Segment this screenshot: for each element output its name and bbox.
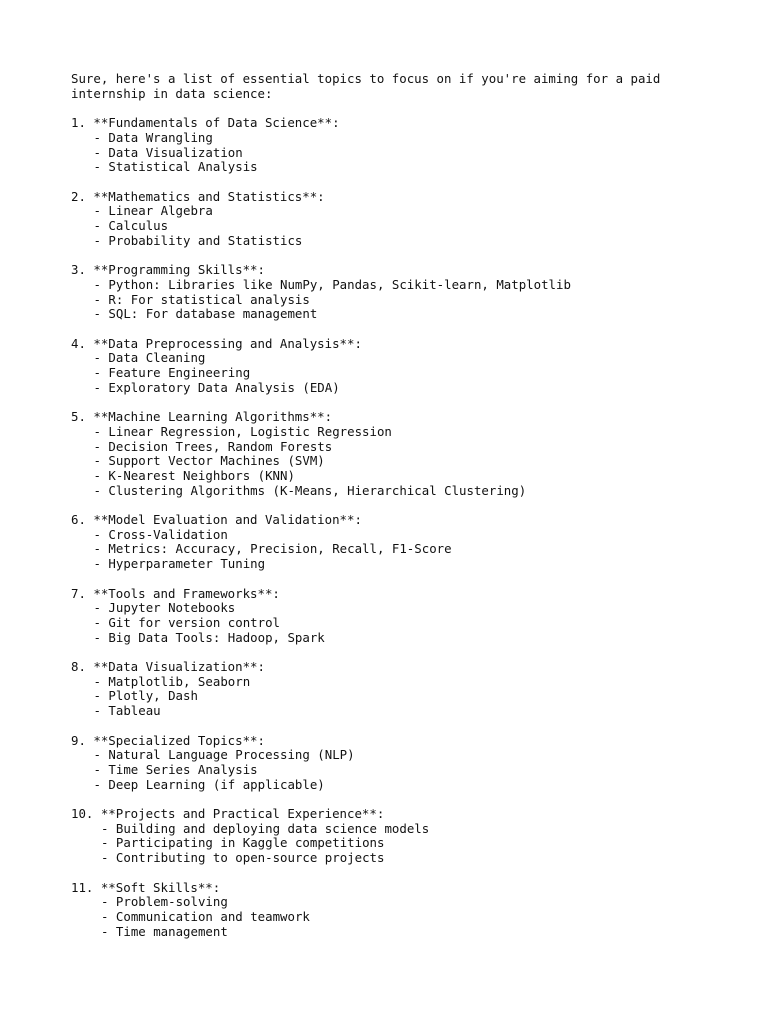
topic-items <box>71 822 741 866</box>
topic-heading: 4. **Data Preprocessing and Analysis**: <box>71 335 362 351</box>
topic-item: - Data Visualization <box>93 144 243 160</box>
topic-items <box>71 204 741 248</box>
topic-section <box>71 337 741 396</box>
topic-item: - R: For statistical analysis <box>93 291 310 307</box>
topic-items <box>71 131 741 175</box>
topic-item: - Calculus <box>93 218 169 233</box>
topic-heading: 8. **Data Visualization**: <box>71 659 265 674</box>
topic-section <box>71 881 741 940</box>
topic-item: - Tableau <box>93 703 161 719</box>
topic-items <box>71 528 741 572</box>
topic-item: - Metrics: Accuracy, Precision, Recall, F1-Score <box>93 541 452 557</box>
topic-section <box>71 190 741 249</box>
topic-list <box>71 116 741 939</box>
topic-item: - Feature Engineering <box>93 365 251 380</box>
topic-section <box>71 410 741 498</box>
topic-heading: 2. **Mathematics and Statistics**: <box>71 188 325 204</box>
topic-heading: 6. **Model Evaluation and Validation**: <box>71 512 362 527</box>
topic-item: - SQL: For database management <box>93 306 318 322</box>
document-body <box>71 72 741 954</box>
topic-item: - Statistical Analysis <box>93 159 258 175</box>
topic-item: - Time Series Analysis <box>93 761 258 777</box>
topic-items <box>71 895 741 939</box>
topic-section <box>71 116 741 175</box>
intro-line: internship in data science: <box>71 85 273 101</box>
topic-item: - Data Cleaning <box>93 350 206 366</box>
topic-items <box>71 601 741 645</box>
topic-item: - Linear Algebra <box>93 203 213 219</box>
topic-items <box>71 748 741 792</box>
topic-item: - Jupyter Notebooks <box>93 600 236 616</box>
topic-items <box>71 351 741 395</box>
topic-heading: 11. **Soft Skills**: <box>71 879 221 895</box>
topic-item: - K-Nearest Neighbors (KNN) <box>93 467 295 483</box>
topic-heading: 1. **Fundamentals of Data Science**: <box>71 115 340 131</box>
topic-section <box>71 734 741 793</box>
topic-heading: 9. **Specialized Topics**: <box>71 732 265 748</box>
intro-paragraph <box>71 72 741 101</box>
topic-heading: 3. **Programming Skills**: <box>71 262 265 278</box>
topic-items <box>71 675 741 719</box>
topic-item: - Git for version control <box>93 614 280 630</box>
topic-item: - Clustering Algorithms (K-Means, Hierarchical Clustering) <box>93 482 527 498</box>
topic-item: - Deep Learning (if applicable) <box>93 776 325 792</box>
topic-item: - Cross-Validation <box>93 526 228 542</box>
topic-item: - Linear Regression, Logistic Regression <box>93 423 392 439</box>
topic-items <box>71 425 741 499</box>
topic-item: - Plotly, Dash <box>93 688 198 704</box>
topic-item: - Python: Libraries like NumPy, Pandas, Scikit-learn, Matplotlib <box>93 276 571 292</box>
topic-item: - Decision Trees, Random Forests <box>93 438 333 454</box>
topic-item: - Hyperparameter Tuning <box>93 556 266 572</box>
topic-heading: 5. **Machine Learning Algorithms**: <box>71 409 333 425</box>
topic-items <box>71 278 741 322</box>
topic-item: - Time management <box>101 923 228 939</box>
topic-section <box>71 263 741 322</box>
topic-item: - Natural Language Processing (NLP) <box>93 747 355 763</box>
topic-section <box>71 660 741 719</box>
topic-item: - Problem-solving <box>101 894 228 910</box>
topic-section <box>71 807 741 866</box>
topic-heading: 7. **Tools and Frameworks**: <box>71 585 280 601</box>
topic-item: - Matplotlib, Seaborn <box>93 673 251 689</box>
topic-item: - Participating in Kaggle competitions <box>101 835 385 851</box>
topic-item: - Data Wrangling <box>93 129 213 145</box>
topic-item: - Building and deploying data science models <box>101 820 430 836</box>
topic-item: - Exploratory Data Analysis (EDA) <box>93 379 340 395</box>
intro-line: Sure, here's a list of essential topics to focus on if you're aiming for a paid <box>71 71 661 86</box>
topic-item: - Probability and Statistics <box>93 232 303 248</box>
topic-item: - Contributing to open-source projects <box>101 850 385 866</box>
topic-heading: 10. **Projects and Practical Experience**: <box>71 806 385 821</box>
topic-section <box>71 587 741 646</box>
topic-section <box>71 513 741 572</box>
topic-item: - Support Vector Machines (SVM) <box>93 453 325 469</box>
topic-item: - Big Data Tools: Hadoop, Spark <box>93 629 325 645</box>
topic-item: - Communication and teamwork <box>101 908 310 924</box>
